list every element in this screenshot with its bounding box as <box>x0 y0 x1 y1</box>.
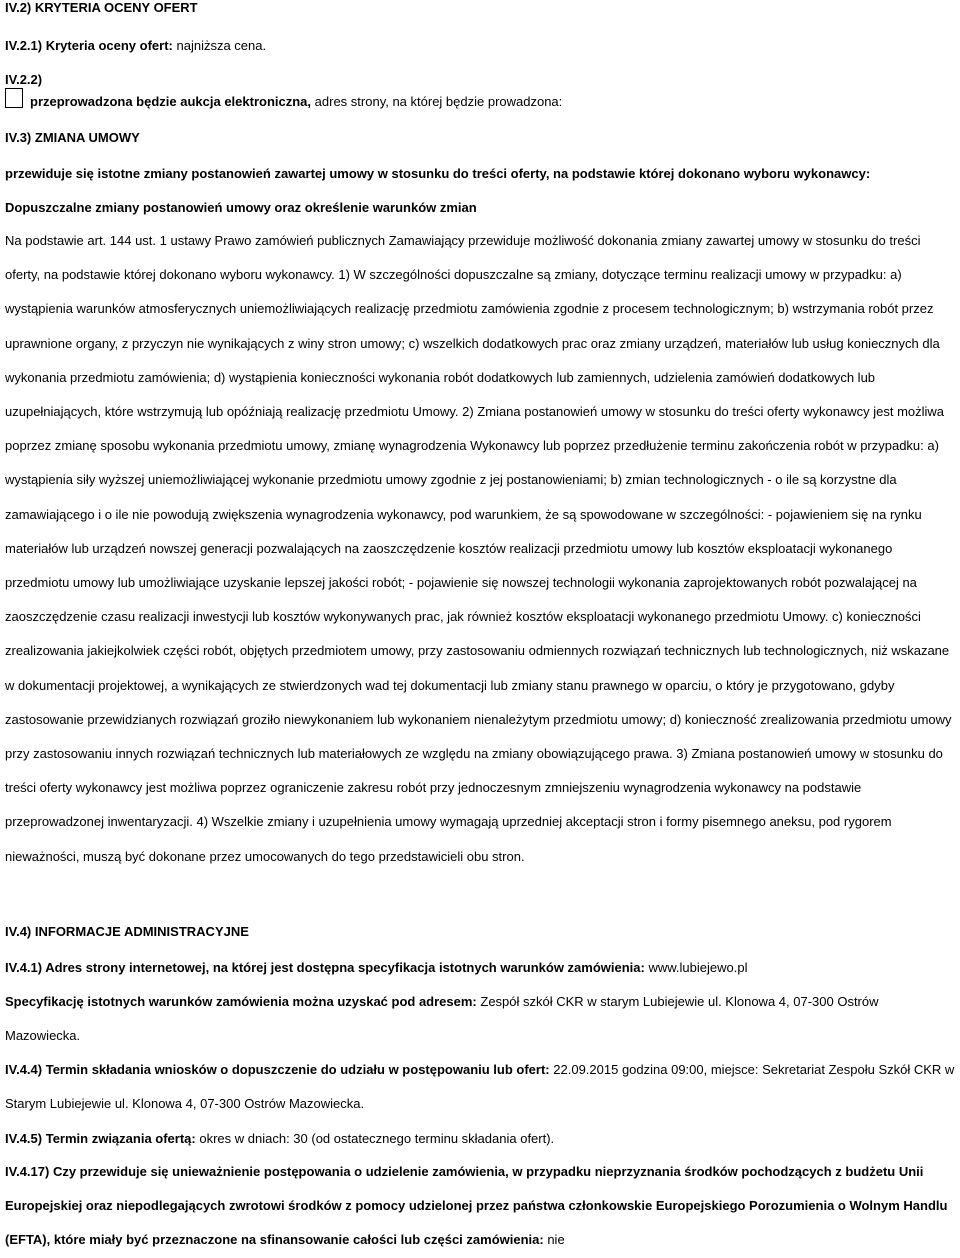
iv417-value: nie <box>547 1232 565 1248</box>
section-iv417 <box>5 1155 957 1258</box>
iv3-line2: Dopuszczalne zmiany postanowień umowy oraz określenie warunków zmian <box>5 200 477 215</box>
iv22-text-rest: adres strony, na której będzie prowadzona: <box>314 94 563 109</box>
iv45-value: okres w dniach: 30 (od ostatecznego terminu składania ofert). <box>199 1131 555 1146</box>
section-iv45 <box>5 1131 554 1146</box>
iv3-line1: przewiduje się istotne zmiany postanowień zawartej umowy w stosunku do treści oferty, na podstawie której dokonano wyboru wykonawcy: <box>5 166 871 181</box>
section-iv4-heading: IV.4) INFORMACJE ADMINISTRACYJNE <box>5 924 249 939</box>
iv44-value: 22.09.2015 godzina 09:00, miejsce: Sekretariat Zespołu Szkół CKR w Starym Lubiejewie ul. Klonowa 4, 07-300 Ostrów Mazowiecka. <box>5 1062 955 1112</box>
section-siwz <box>5 985 957 1053</box>
section-iv3-heading: IV.3) ZMIANA UMOWY <box>5 130 140 145</box>
section-iv22-label: IV.2.2) <box>5 72 43 87</box>
section-iv2-heading: IV.2) KRYTERIA OCENY OFERT <box>5 0 198 15</box>
iv3-body: Na podstawie art. 144 ust. 1 ustawy Prawo zamówień publicznych Zamawiający przewiduje możliwość dokonania zmiany zawartej umowy w stosunku do treści oferty, na podstawie której dokonano wyboru wykonawcy. 1) W szczególności dopuszczalne są zmiany, dotyczące terminu realizacji umowy w przypadku: a) wystąpienia warunków atmosferycznych uniemożliwiających realizację przedmiotu zamówienia zgodnie z procesem technologicznym; b) wstrzymania robót przez uprawnione organy, z przyczyn nie wynikających z winy stron umowy; c) wszelkich dodatkowych prac oraz zmiany urządzeń, materiałów lub usług koniecznych dla wykonania przedmiotu zamówienia; d) wystąpienia konieczności wykonania robót dodatkowych lub zamiennych, udzielenia zamówień dodatkowych lub uzupełniających, które wstrzymują lub opóźniają realizację przedmiotu Umowy. 2) Zmiana postanowień umowy w stosunku do treści oferty wykonawcy jest możliwa poprzez zmianę sposobu wykonania przedmiotu umowy, zmianę wynagrodzenia Wykonawcy lub poprzez przedłużenie terminu zakończenia robót w przypadku: a) wystąpienia siły wyższej uniemożliwiającej wykonanie przedmiotu umowy zgodnie z jej postanowieniami; b) zmian technologicznych - o ile są korzystne dla zamawiającego i o ile nie powodują zwiększenia wynagrodzenia wykonawcy, pod warunkiem, że są spowodowane w szczególności: - pojawieniem się na rynku materiałów lub urządzeń nowszej generacji pozwalających na zaoszczędzenie kosztów realizacji przedmiotu umowy lub kosztów eksploatacji wykonanego przedmiotu umowy lub umożliwiające uzyskanie lepszej jakości robót; - pojawienie się nowszej technologii wykonania zaprojektowanych robót pozwalającej na zaoszczędzenie czasu realizacji inwestycji lub kosztów wykonywanych prac, jak również kosztów eksploatacji wykonanego przedmiotu Umowy. c) konieczności zrealizowania jakiejkolwiek części robót, objętych przedmiotem umowy, przy zastosowaniu odmiennych rozwiązań technicznych lub technologicznych, niż wskazane w dokumentacji projektowej, a wynikających ze stwierdzonych wad tej dokumentacji lub zmiany stanu prawnego w oparciu, o który je przygotowano, gdyby zastosowanie przewidzianych rozwiązań groziło niewykonaniem lub wykonaniem nienależytym przedmiotu umowy; d) konieczność zrealizowania przedmiotu umowy przy zastosowaniu innych rozwiązań technicznych lub materiałowych ze względu na zmiany obowiązującego prawa. 3) Zmiana postanowień umowy w stosunku do treści oferty wykonawcy jest możliwa poprzez ograniczenie zakresu robót przy jednoczesnym zmniejszeniu wynagrodzenia wykonawcy na podstawie przeprowadzonej inwentaryzacji. 4) Wszelkie zmiany i uzupełnienia umowy wymagają uprzedniej akceptacji stron i formy pisemnego aneksu, pod rygorem nieważności, muszą być dokonane przez umocowanych do tego przedstawicieli obu stron. <box>5 233 952 864</box>
section-iv44 <box>5 1053 957 1121</box>
siwz-value: Zespół szkół CKR w starym Lubiejewie ul. Klonowa 4, 07-300 Ostrów Mazowiecka. <box>5 994 879 1044</box>
iv41-label: IV.4.1) Adres strony internetowej, na której jest dostępna specyfikacja istotnych warunków zamówienia: <box>5 960 645 975</box>
iv41-value: www.lubiejewo.pl <box>648 960 748 975</box>
siwz-label: Specyfikację istotnych warunków zamówienia można uzyskać pod adresem: <box>5 994 477 1009</box>
section-iv21 <box>5 38 266 53</box>
auction-checkbox[interactable] <box>5 88 23 108</box>
section-iv41 <box>5 960 747 975</box>
iv44-label: IV.4.4) Termin składania wniosków o dopuszczenie do udziału w postępowaniu lub ofert: <box>5 1062 550 1077</box>
iv45-label: IV.4.5) Termin związania ofertą: <box>5 1131 196 1146</box>
iv417-label: IV.4.17) Czy przewiduje się unieważnienie postępowania o udzielenie zamówienia, w przypadku nieprzyznania środków pochodzących z budżetu Unii Europejskiej oraz niepodlegających zwrotowi środków z pomocy udzielonej przez państwa członkowskie Europejskiego Porozumienia o Wolnym Handlu (EFTA), które miały być przeznaczone na sfinansowanie całości lub części zamówienia: <box>5 1164 948 1248</box>
section-iv22-text <box>30 94 562 109</box>
iv21-value: najniższa cena. <box>176 38 267 53</box>
iv21-label: IV.2.1) Kryteria oceny ofert: <box>5 38 173 53</box>
iv22-text-bold: przeprowadzona będzie aukcja elektroniczna, <box>30 94 312 109</box>
